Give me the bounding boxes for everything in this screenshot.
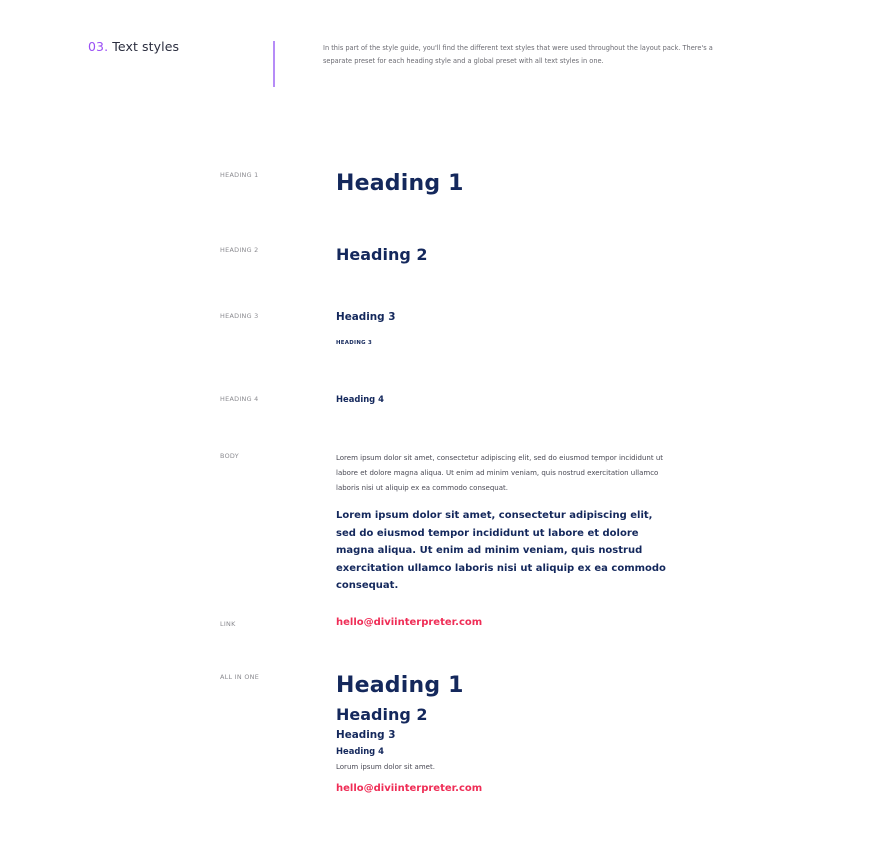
- sample-link[interactable]: hello@diviinterpreter.com: [336, 617, 483, 628]
- aio-body: Lorum ipsum dolor sit amet.: [336, 763, 435, 771]
- intro-text: In this part of the style guide, you'll find the different text styles that were used throughout the layout pack. There's a separate preset for each heading style and a global preset with all text styles in one.: [323, 44, 713, 65]
- label-link: LINK: [220, 620, 236, 628]
- aio-heading-1: Heading 1: [336, 673, 464, 698]
- section-number: 03.: [88, 39, 109, 54]
- section-title-text: Text styles: [112, 39, 180, 54]
- sample-heading-3: Heading 3: [336, 311, 396, 323]
- aio-heading-3: Heading 3: [336, 729, 396, 741]
- vertical-divider: [273, 41, 275, 87]
- sample-body-large: Lorem ipsum dolor sit amet, consectetur adipiscing elit, sed do eiusmod tempor incididunt ut labore et dolore magna aliqua. Ut enim ad minim veniam, quis nostrud exercitation ullamco laboris nisi ut aliquip ex ea commodo consequat.: [336, 510, 666, 591]
- sample-heading-4: Heading 4: [336, 394, 384, 404]
- sample-heading-2: Heading 2: [336, 245, 428, 264]
- aio-heading-4: Heading 4: [336, 746, 384, 756]
- label-heading-1: HEADING 1: [220, 171, 259, 179]
- label-body: BODY: [220, 452, 239, 460]
- aio-heading-2: Heading 2: [336, 705, 428, 724]
- label-all-in-one: ALL IN ONE: [220, 673, 260, 681]
- label-heading-3: HEADING 3: [220, 312, 259, 320]
- sample-body-small: Lorem ipsum dolor sit amet, consectetur adipiscing elit, sed do eiusmod tempor incididunt ut labore et dolore magna aliqua. Ut enim ad minim veniam, quis nostrud exercitation ullamco laboris nisi ut aliquip ex ea commodo consequat.: [336, 454, 663, 492]
- label-heading-2: HEADING 2: [220, 246, 259, 254]
- label-heading-4: HEADING 4: [220, 395, 259, 403]
- sample-heading-3-small: HEADING 3: [336, 340, 373, 346]
- section-title: [88, 39, 179, 54]
- sample-heading-1: Heading 1: [336, 171, 464, 196]
- aio-link[interactable]: hello@diviinterpreter.com: [336, 783, 483, 794]
